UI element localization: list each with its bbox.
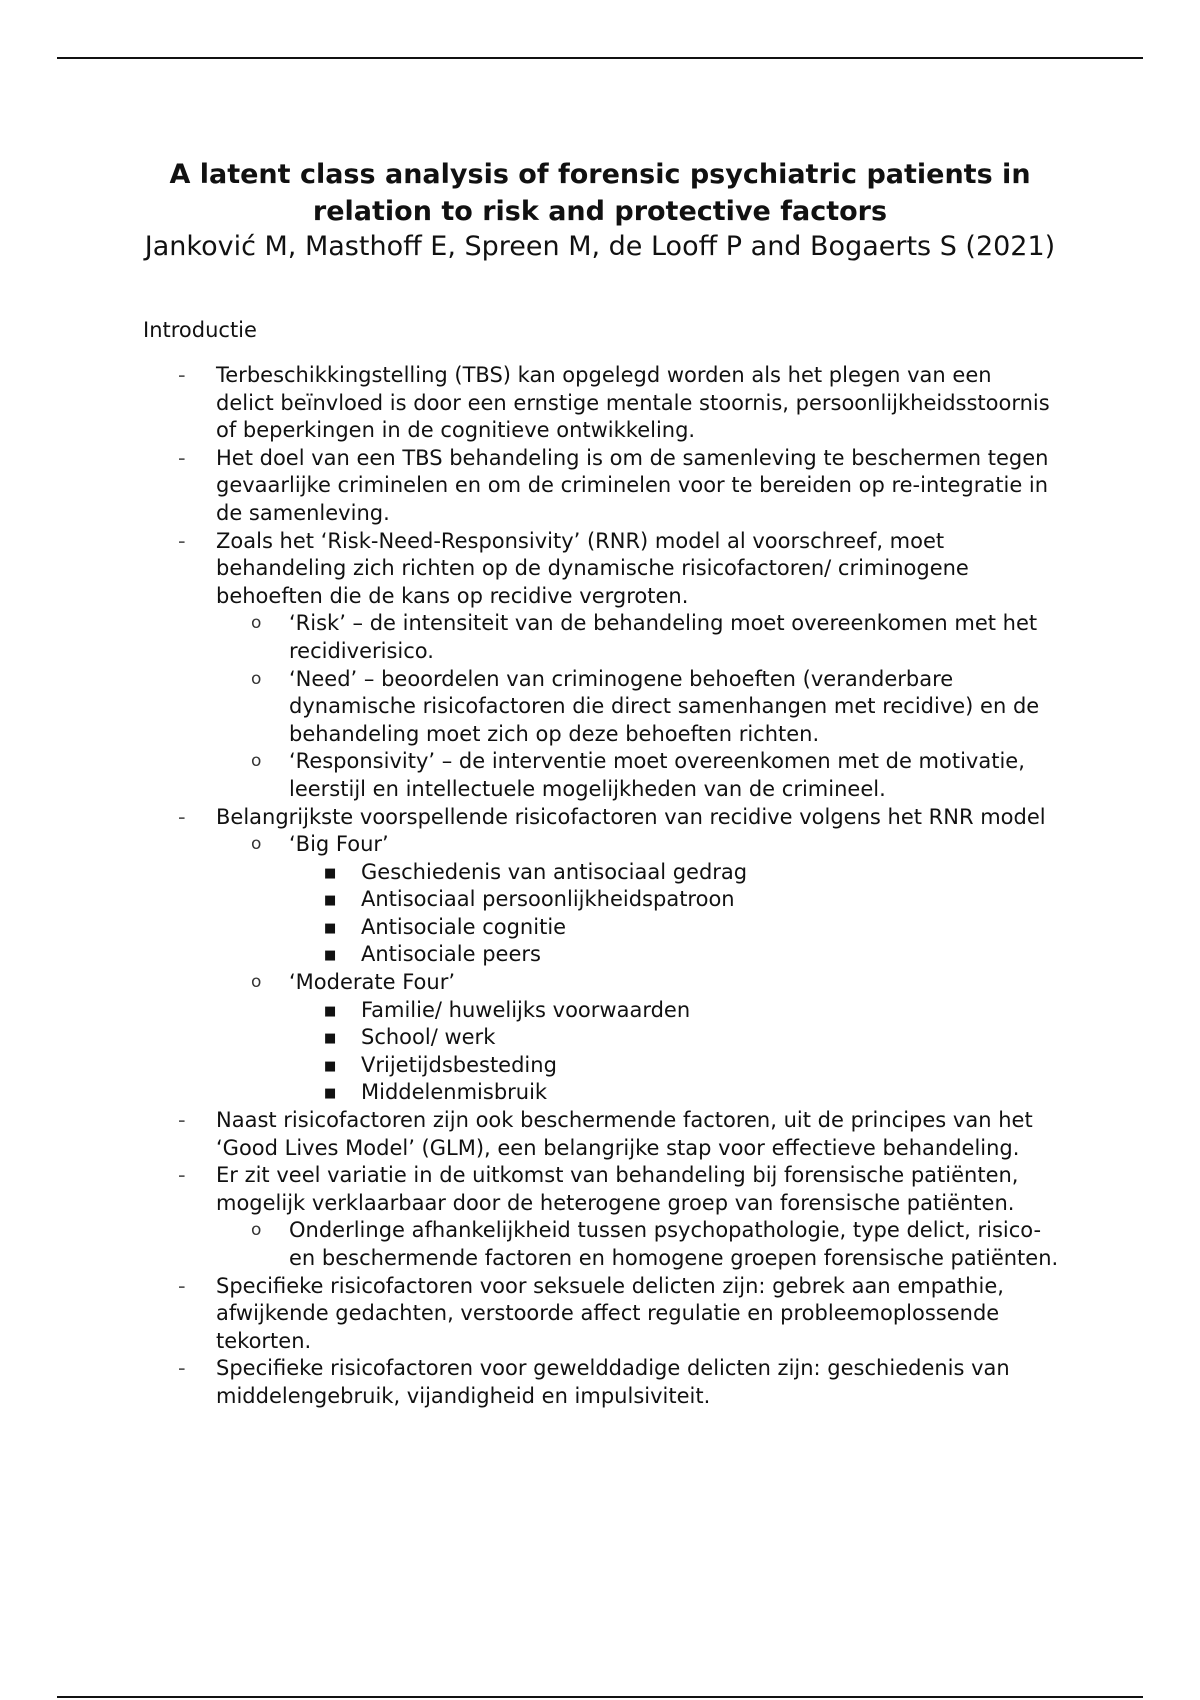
dash-bullet: - bbox=[178, 445, 186, 470]
circle-bullet: o bbox=[251, 1220, 262, 1241]
list-item bbox=[0, 1355, 1050, 1410]
square-bullet: ■ bbox=[324, 948, 337, 964]
sub-sub-list-item bbox=[0, 914, 1061, 942]
list-item bbox=[0, 362, 1050, 445]
sub-sub-list-item bbox=[0, 1024, 1061, 1052]
item-text: ‘Moderate Four’ bbox=[289, 970, 456, 995]
circle-bullet: o bbox=[251, 668, 262, 689]
sub-sub-list-item bbox=[0, 941, 1061, 969]
list-item bbox=[0, 528, 1050, 611]
square-bullet: ■ bbox=[324, 893, 337, 909]
square-bullet: ■ bbox=[324, 1003, 337, 1019]
item-text: ‘Big Four’ bbox=[289, 832, 389, 857]
square-bullet: ■ bbox=[324, 1086, 337, 1102]
sub-list-item bbox=[0, 748, 1059, 803]
dash-bullet: - bbox=[178, 1108, 186, 1133]
sub-sub-list-item bbox=[0, 1079, 1061, 1107]
dash-bullet: - bbox=[178, 528, 186, 553]
list-item bbox=[0, 1162, 1050, 1217]
item-text: Middelenmisbruik bbox=[361, 1080, 548, 1105]
square-bullet: ■ bbox=[324, 920, 337, 936]
item-text: Onderlinge afhankelijkheid tussen psychopathologie, type delict, risico- en beschermende factoren en homogene groepen forensische patiënten. bbox=[289, 1218, 1059, 1270]
footer-rule bbox=[57, 1696, 1143, 1698]
item-text: Geschiedenis van antisociaal gedrag bbox=[361, 859, 748, 884]
item-text: Vrijetijdsbesteding bbox=[361, 1052, 557, 1077]
item-text: Er zit veel variatie in de uitkomst van behandeling bij forensische patiënten, mogelijk verklaarbaar door de heterogene groep van forensische patiënten. bbox=[216, 1163, 1019, 1215]
sub-list-item bbox=[0, 666, 1059, 749]
header-rule bbox=[57, 57, 1143, 59]
circle-bullet: o bbox=[251, 972, 262, 993]
item-text: Specifieke risicofactoren voor seksuele delicten zijn: gebrek aan empathie, afwijkende gedachten, verstoorde affect regulatie en probleemoplossende tekorten. bbox=[216, 1273, 1004, 1353]
circle-bullet: o bbox=[251, 613, 262, 634]
item-text: Antisociaal persoonlijkheidspatroon bbox=[361, 887, 735, 912]
document-authors: Janković M, Masthoff E, Spreen M, de Looff P and Bogaerts S (2021) bbox=[144, 231, 1056, 262]
section-heading: Introductie bbox=[143, 318, 257, 342]
square-bullet: ■ bbox=[324, 865, 337, 881]
sub-list-item bbox=[0, 610, 1059, 665]
sub-list-item bbox=[0, 1217, 1059, 1272]
dash-bullet: - bbox=[178, 1356, 186, 1381]
sub-list-item bbox=[0, 831, 1059, 859]
sub-sub-list-item bbox=[0, 1052, 1061, 1080]
item-text: Het doel van een TBS behandeling is om de samenleving te beschermen tegen gevaarlijke criminelen en om de criminelen voor te bereiden op re-integratie in de samenleving. bbox=[216, 445, 1049, 525]
list-item bbox=[0, 1273, 1050, 1356]
circle-bullet: o bbox=[251, 751, 262, 772]
circle-bullet: o bbox=[251, 834, 262, 855]
dash-bullet: - bbox=[178, 363, 186, 387]
item-text: ‘Need’ – beoordelen van criminogene behoeften (veranderbare dynamische risicofactoren die direct samenhangen met recidive) en de behandeling moet zich op deze behoeften richten. bbox=[289, 666, 1040, 746]
item-text: Familie/ huwelijks voorwaarden bbox=[361, 997, 691, 1022]
list-item bbox=[0, 1107, 1050, 1162]
item-text: Belangrijkste voorspellende risicofactoren van recidive volgens het RNR model bbox=[216, 804, 1046, 829]
list-item bbox=[0, 445, 1050, 528]
dash-bullet: - bbox=[178, 804, 186, 829]
item-text: Zoals het ‘Risk-Need-Responsivity’ (RNR) model al voorschreef, moet behandeling zich richten op de dynamische risicofactoren/ criminogene behoeften die de kans op recidive vergroten. bbox=[216, 528, 969, 608]
sub-list-item bbox=[0, 969, 1059, 997]
dash-bullet: - bbox=[178, 1163, 186, 1188]
item-text: Terbeschikkingstelling (TBS) kan opgelegd worden als het plegen van een delict beïnvloed is door een ernstige mentale stoornis, persoonlijkheidsstoornis of beperkingen in de cognitieve ontwikkeling. bbox=[216, 363, 1050, 443]
item-text: Naast risicofactoren zijn ook beschermende factoren, uit de principes van het ‘Good Lives Model’ (GLM), een belangrijke stap voor effectieve behandeling. bbox=[216, 1108, 1033, 1160]
item-text: School/ werk bbox=[361, 1025, 496, 1050]
item-text: Antisociale cognitie bbox=[361, 914, 567, 939]
list-item bbox=[0, 804, 1050, 832]
sub-sub-list-item bbox=[0, 997, 1061, 1025]
item-text: Specifieke risicofactoren voor gewelddadige delicten zijn: geschiedenis van middelengebruik, vijandigheid en impulsiviteit. bbox=[216, 1356, 1010, 1408]
sub-sub-list-item bbox=[0, 886, 1061, 914]
bullet-list bbox=[0, 362, 1200, 1411]
item-text: Antisociale peers bbox=[361, 942, 541, 967]
dash-bullet: - bbox=[178, 1273, 186, 1298]
item-text: ‘Risk’ – de intensiteit van de behandeling moet overeenkomen met het recidiverisico. bbox=[289, 611, 1038, 663]
item-text: ‘Responsivity’ – de interventie moet overeenkomen met de motivatie, leerstijl en intellectuele mogelijkheden van de crimineel. bbox=[289, 749, 1025, 801]
document-title: A latent class analysis of forensic psychiatric patients in relation to risk and protective factors bbox=[169, 159, 1031, 228]
square-bullet: ■ bbox=[324, 1031, 337, 1047]
square-bullet: ■ bbox=[324, 1058, 337, 1074]
sub-sub-list-item bbox=[0, 859, 1061, 887]
